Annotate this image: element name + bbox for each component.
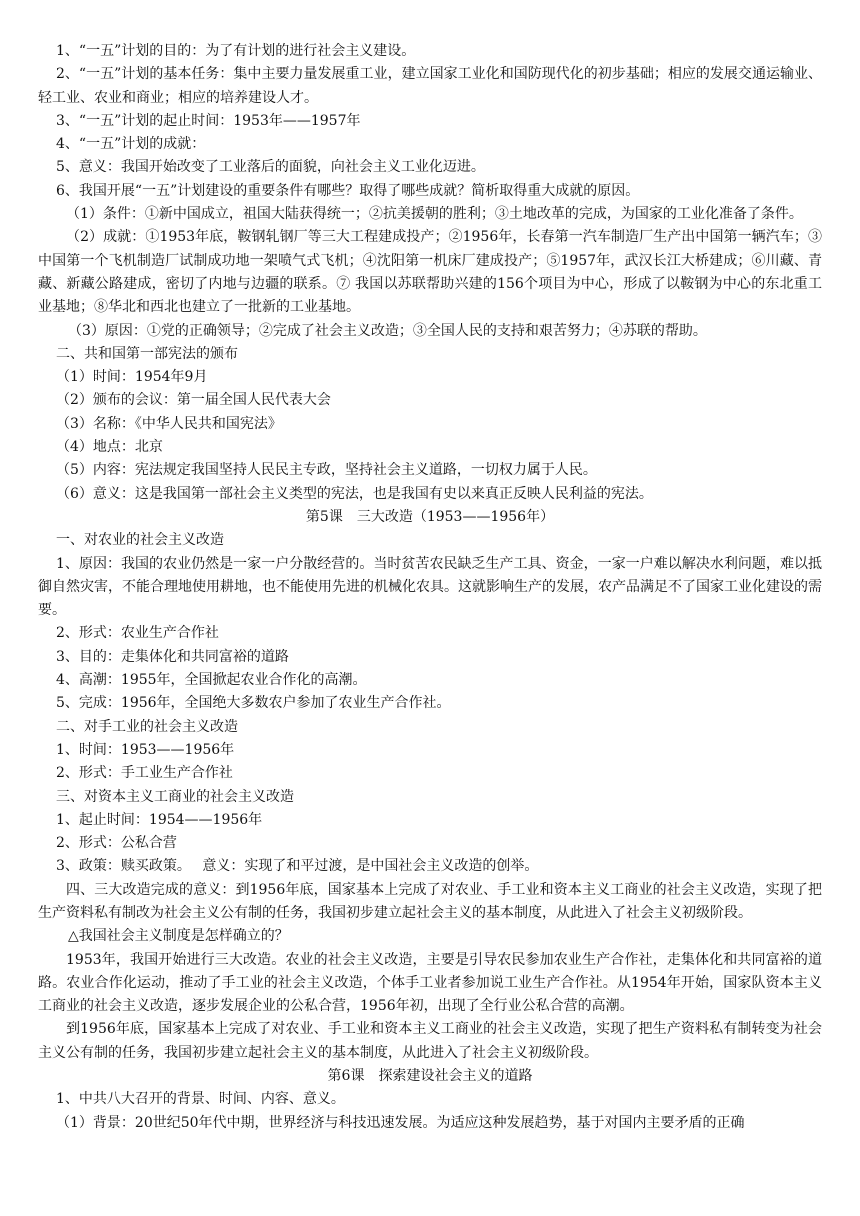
paragraph: （6）意义：这是我国第一部社会主义类型的宪法，也是我国有史以来真正反映人民利益的宪法。 bbox=[56, 485, 653, 502]
paragraph: 1953年，我国开始进行三大改造。农业的社会主义改造，主要是引导农民参加农业生产合作社，走集体化和共同富裕的道路。农业合作化运动，推动了手工业的社会主义改造，个体手工业者参加说工业生产合作社。从1954年开始，国家队资本主义工商业的社会主义改造，逐步发展企业的公私合营，1956年初，出现了全行业公私合营的高潮。 bbox=[38, 951, 822, 1015]
paragraph: 3、政策：赎买政策。 意义：实现了和平过渡，是中国社会主义改造的创举。 bbox=[56, 858, 539, 875]
paragraph: （2）成就：①1953年底，鞍钢轧钢厂等三大工程建成投产；②1956年，长春第一汽车制造厂生产出中国第一辆汽车；③中国第一个飞机制造厂试制成功地一架喷气式飞机；④沈阳第一机床厂建成投产；⑤1957年，武汉长江大桥建成；⑥川藏、青藏、新藏公路建成，密切了内地与边疆的联系。⑦ 我国以苏联帮助兴建的156个项目为中心，形成了以鞍钢为中心的东北重工业基地；⑧华北和西北也建立了一批新的工业基地。 bbox=[38, 229, 822, 316]
paragraph: 2、形式：农业生产合作社 bbox=[56, 625, 219, 642]
paragraph: （5）内容：宪法规定我国坚持人民民主专政，坚持社会主义道路，一切权力属于人民。 bbox=[56, 462, 597, 479]
paragraph: 2、“一五”计划的基本任务：集中主要力量发展重工业，建立国家工业化和国防现代化的初步基础；相应的发展交通运输业、轻工业、农业和商业；相应的培养建设人才。 bbox=[38, 66, 822, 106]
paragraph: 1、时间：1953——1956年 bbox=[56, 741, 235, 758]
paragraph: 四、三大改造完成的意义：到1956年底，国家基本上完成了对农业、手工业和资本主义工商业的社会主义改造，实现了把生产资料私有制改为社会主义公有制的任务，我国初步建立起社会主义的基本制度，从此进入了社会主义初级阶段。 bbox=[38, 881, 822, 921]
paragraph: （1）时间：1954年9月 bbox=[56, 369, 208, 386]
paragraph: 3、目的：走集体化和共同富裕的道路 bbox=[56, 648, 289, 665]
paragraph: 1、中共八大召开的背景、时间、内容、意义。 bbox=[56, 1091, 345, 1108]
paragraph: （4）地点：北京 bbox=[56, 439, 163, 456]
paragraph: 到1956年底，国家基本上完成了对农业、手工业和资本主义工商业的社会主义改造，实现了把生产资料私有制转变为社会主义公有制的任务，我国初步建立起社会主义的基本制度，从此进入了社会主义初级阶段。 bbox=[38, 1021, 822, 1061]
paragraph: 第6课 探索建设社会主义的道路 bbox=[327, 1068, 533, 1085]
paragraph: 2、形式：手工业生产合作社 bbox=[56, 765, 233, 782]
paragraph: （3）原因：①党的正确领导；②完成了社会主义改造；③全国人民的支持和艰苦努力；④苏联的帮助。 bbox=[68, 322, 707, 339]
paragraph: （1）条件：①新中国成立，祖国大陆获得统一；②抗美援朝的胜利；③土地改革的完成，为国家的工业化准备了条件。 bbox=[66, 206, 803, 223]
paragraph: 一、对农业的社会主义改造 bbox=[56, 532, 224, 549]
paragraph: 3、“一五”计划的起止时间：1953年——1957年 bbox=[56, 112, 361, 129]
paragraph: 2、形式：公私合营 bbox=[56, 835, 177, 852]
document-body bbox=[38, 40, 822, 1135]
paragraph: （2）颁布的会议：第一届全国人民代表大会 bbox=[56, 392, 331, 409]
paragraph: 6、我国开展“一五”计划建设的重要条件有哪些？取得了哪些成就？简析取得重大成就的原因。 bbox=[56, 182, 640, 199]
paragraph: 5、完成：1956年，全国绝大多数农户参加了农业生产合作社。 bbox=[56, 695, 451, 712]
paragraph: △我国社会主义制度是怎样确立的？ bbox=[68, 928, 289, 945]
paragraph: （1）背景：20世纪50年代中期，世界经济与科技迅速发展。为适应这种发展趋势，基于对国内主要矛盾的正确 bbox=[56, 1114, 745, 1131]
paragraph: 三、对资本主义工商业的社会主义改造 bbox=[56, 788, 294, 805]
paragraph: 二、共和国第一部宪法的颁布 bbox=[56, 345, 238, 362]
paragraph: 1、原因：我国的农业仍然是一家一户分散经营的。当时贫苦农民缺乏生产工具、资金，一家一户难以解决水利问题，难以抵御自然灾害，不能合理地使用耕地，也不能使用先进的机械化农具。这就影响生产的发展，农产品满足不了国家工业化建设的需要。 bbox=[38, 555, 822, 619]
paragraph: 二、对手工业的社会主义改造 bbox=[56, 718, 238, 735]
paragraph: 1、“一五”计划的目的：为了有计划的进行社会主义建设。 bbox=[56, 43, 416, 59]
paragraph: 4、高潮：1955年，全国掀起农业合作化的高潮。 bbox=[56, 672, 367, 689]
paragraph: 4、“一五”计划的成就： bbox=[56, 136, 206, 153]
paragraph: 1、起止时间：1954——1956年 bbox=[56, 811, 263, 828]
paragraph: 5、意义：我国开始改变了工业落后的面貌，向社会主义工业化迈进。 bbox=[56, 159, 485, 176]
paragraph: （3）名称：《中华人民共和国宪法》 bbox=[56, 415, 282, 432]
paragraph: 第5课 三大改造（1953——1956年） bbox=[305, 508, 555, 525]
